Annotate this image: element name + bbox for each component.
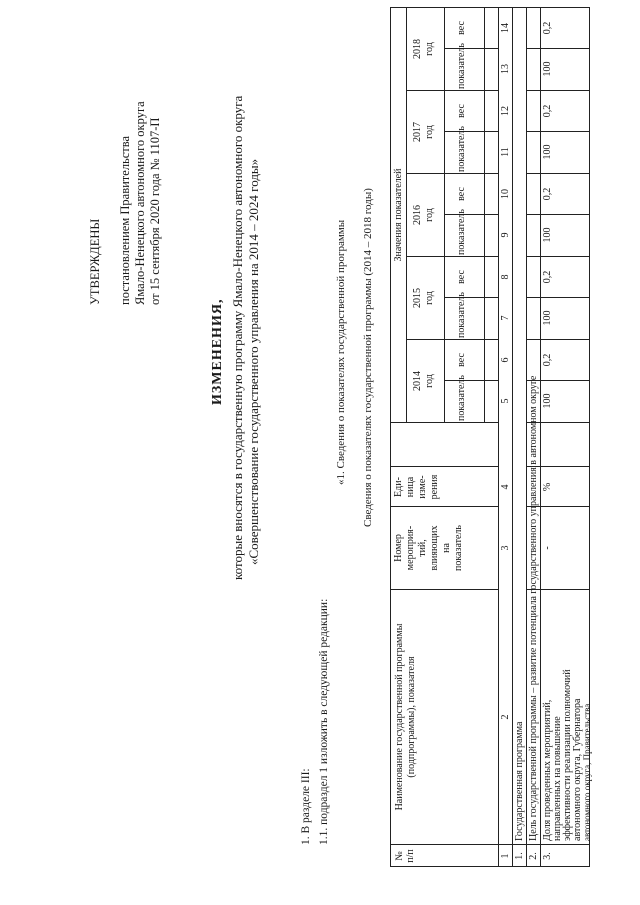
subheader-value-2014: показатель [456,375,467,421]
col-number-9: 9 [500,232,511,238]
header-year-suffix-2015: год [424,291,435,305]
section-item-1: 1. В разделе III: [300,768,312,845]
row-3-weight-2015: 0,2 [542,270,553,284]
row-3-weight-2016: 0,2 [542,187,553,201]
header-year-suffix-2014: год [424,374,435,388]
header-year-2014: 2014 [412,371,423,391]
document-subtitle-2: «Совершенствование государственного управления на 2014 – 2024 годы» [246,158,261,565]
row-3-value-2016: 100 [542,227,553,243]
col-number-13: 13 [500,64,511,74]
row-3-unit: % [542,482,553,492]
approval-heading: УТВЕРЖДЕНЫ [88,218,102,305]
header-year-suffix-2018: год [424,42,435,56]
row-3-value-2015: 100 [542,310,553,326]
approval-line-2: Ямало-Ненецкого автономного округа [133,101,147,305]
row-3-weight-2018: 0,2 [542,21,553,35]
row-3-name-3: эффективности реализации полномочий [562,669,573,841]
col-number-3: 3 [500,545,511,551]
subheader-value-2016: показатель [456,209,467,255]
document-title: ИЗМЕНЕНИЯ, [210,298,225,405]
row-3-weight-2017: 0,2 [542,104,553,118]
section-item-1-1: 1.1. подраздел 1 изложить в следующей редакции: [318,598,330,845]
approval-line-3: от 15 сентября 2020 года № 1107-П [148,117,162,305]
header-col-unit-4: рения [429,474,440,500]
row-3-weight-2014: 0,2 [542,353,553,367]
header-col-event-6: показатель [453,525,464,571]
col-number-1: 1 [500,853,511,859]
header-col-no: № п/п [394,849,416,863]
row-3-name-5: автономного округа, Правительства [582,703,592,841]
header-col-event-4: влияющих [429,525,440,571]
row-3-no: 3. [542,852,553,860]
row-3-event: - [542,546,553,550]
header-col-event-5: на [441,543,452,553]
approval-line-1: постановлением Правительства [118,135,132,305]
header-col-name-1: Наименование государственной программы [394,623,405,811]
subsection-heading: «1. Сведения о показателях государственной программы [335,219,347,485]
subheader-weight-2016: вес [456,187,467,201]
col-number-8: 8 [500,274,511,280]
header-year-2015: 2015 [412,288,423,308]
row-2-no: 2. [528,852,539,860]
row-2-name: Цель государственной программы – развитие потенциала государственного управления в автономном округе [528,375,539,841]
subheader-weight-2018: вес [456,21,467,35]
header-values: Значения показателей [393,168,404,262]
header-col-unit-1: Еди- [393,477,404,497]
col-number-2: 2 [500,714,511,720]
header-col-event-3: тий, [417,539,428,557]
header-year-2016: 2016 [412,205,423,225]
row-1-no: 1. [514,852,525,860]
col-number-4: 4 [500,484,511,490]
row-3-value-2017: 100 [542,144,553,160]
header-col-event-1: Номер [393,534,404,562]
header-year-suffix-2016: год [424,208,435,222]
row-3-name-2: направленных на повышение [552,716,563,841]
subheader-weight-2014: вес [456,353,467,367]
subheader-value-2017: показатель [456,126,467,172]
table-title: Сведения о показателях государственной программы (2014 – 2018 годы) [362,188,374,527]
header-year-2017: 2017 [412,122,423,142]
col-number-11: 11 [500,147,511,157]
col-number-10: 10 [500,189,511,199]
col-number-12: 12 [500,106,511,116]
row-3-name-1: Доля проведенных мероприятий, [542,699,553,841]
subheader-weight-2017: вес [456,104,467,118]
row-1-name: Государственная программа [514,721,525,841]
col-number-14: 14 [500,23,511,33]
row-3-name-4: автономного округа, Губернатора [572,698,583,841]
header-col-unit-3: изме- [417,475,428,499]
row-3-value-2014: 100 [542,393,553,409]
header-col-event-2: мероприя- [405,525,416,571]
indicators-table [390,7,590,867]
subheader-value-2018: показатель [456,43,467,89]
header-col-name-2: (подпрограммы), показателя [406,656,417,778]
subheader-value-2015: показатель [456,292,467,338]
col-number-7: 7 [500,315,511,321]
subheader-weight-2015: вес [456,270,467,284]
col-number-5: 5 [500,398,511,404]
col-number-6: 6 [500,357,511,363]
row-3-value-2018: 100 [542,61,553,77]
header-year-suffix-2017: год [424,125,435,139]
header-year-2018: 2018 [412,39,423,59]
document-subtitle-1: которые вносятся в государственную программу Ямало-Ненецкого автономного округа [230,95,245,580]
header-col-unit-2: ница [405,476,416,498]
